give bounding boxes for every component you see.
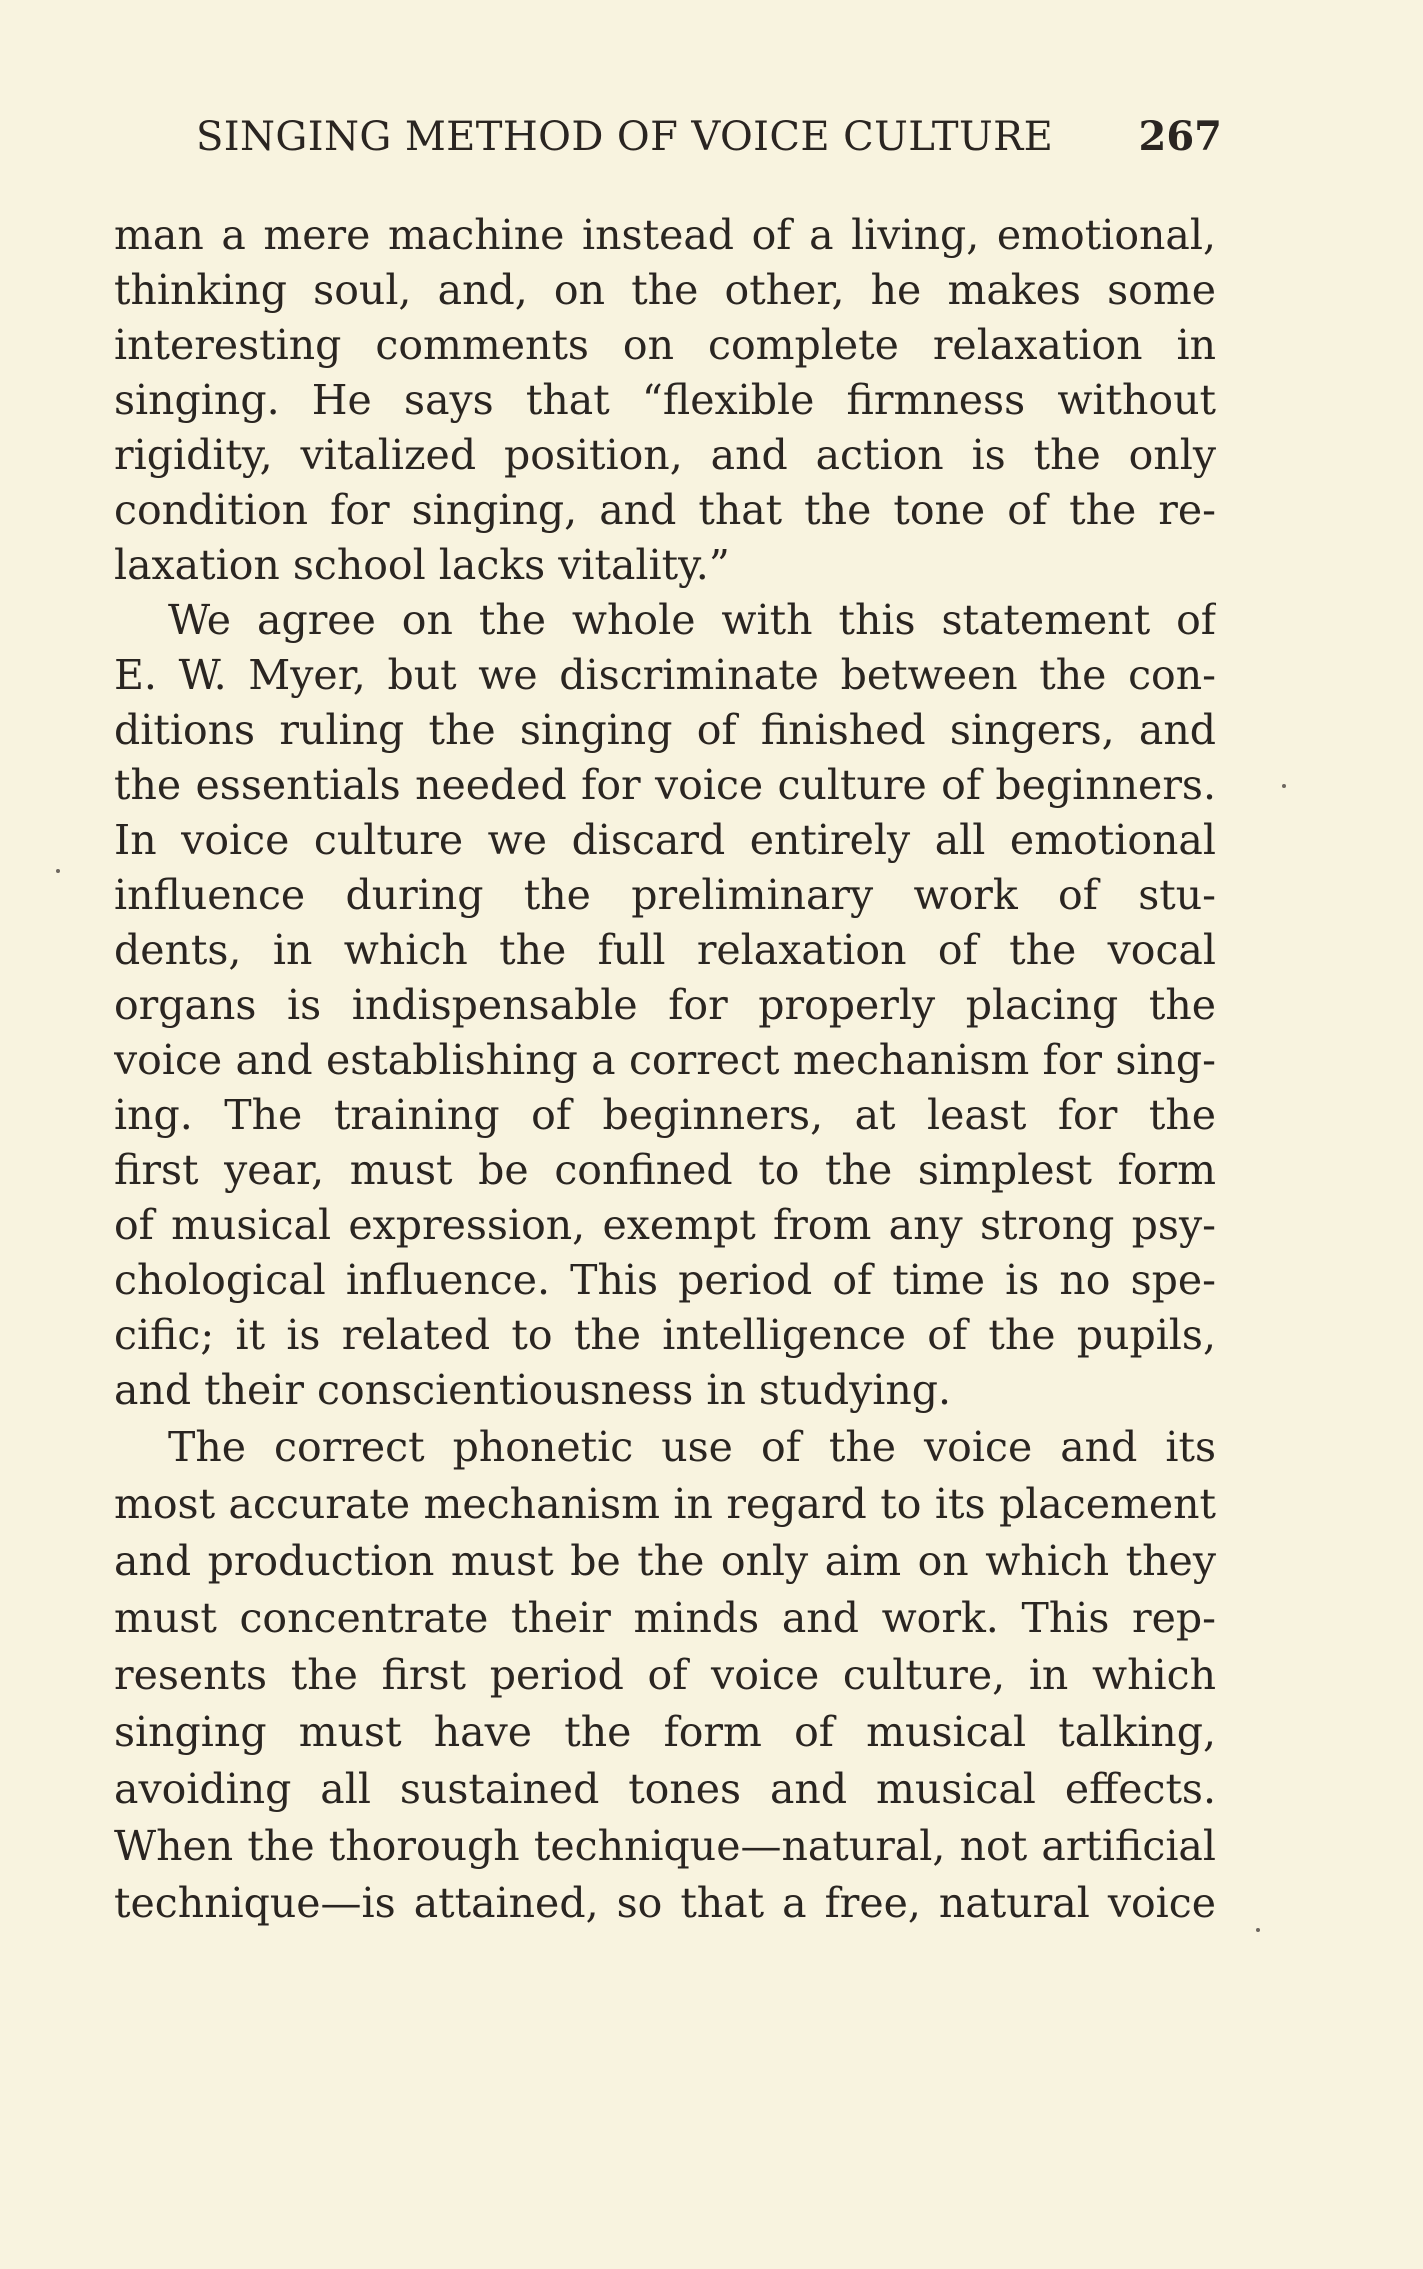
text-line: and their conscientiousness in studying.: [114, 1366, 952, 1414]
text-line: first year, must be confined to the simplest form: [114, 1146, 1216, 1194]
text-line: resents the first period of voice culture, in which: [114, 1651, 1216, 1699]
page-number: 267: [1138, 113, 1222, 160]
text-line: In voice culture we discard entirely all emotional: [114, 816, 1216, 864]
text-line: organs is indispensable for properly placing the: [114, 981, 1216, 1029]
text-line: singing. He says that “flexible firmness without: [114, 376, 1216, 424]
scan-speck: [56, 869, 60, 873]
text-line: must concentrate their minds and work. This rep-: [114, 1594, 1216, 1642]
running-head: [196, 108, 1222, 166]
text-line: thinking soul, and, on the other, he makes some: [114, 266, 1216, 314]
text-line: The correct phonetic use of the voice and its: [168, 1423, 1216, 1471]
text-line: cific; it is related to the intelligence of the pupils,: [114, 1311, 1216, 1359]
text-line: laxation school lacks vitality.”: [114, 541, 730, 589]
text-line: the essentials needed for voice culture of beginners.: [114, 761, 1216, 809]
text-line: voice and establishing a correct mechanism for sing-: [114, 1036, 1216, 1084]
text-line: singing must have the form of musical talking,: [114, 1708, 1216, 1756]
text-line: man a mere machine instead of a living, emotional,: [114, 211, 1216, 259]
text-line: E. W. Myer, but we discriminate between the con-: [114, 651, 1216, 699]
text-line: ing. The training of beginners, at least for the: [114, 1091, 1216, 1139]
body-text: [114, 208, 1216, 1931]
text-line: rigidity, vitalized position, and action is the only: [114, 431, 1216, 479]
text-line: technique—is attained, so that a free, natural voice: [114, 1879, 1216, 1927]
text-line: and production must be the only aim on which they: [114, 1537, 1216, 1585]
text-line: We agree on the whole with this statement of: [168, 596, 1216, 644]
text-line: of musical expression, exempt from any strong psy-: [114, 1201, 1216, 1249]
text-line: avoiding all sustained tones and musical effects.: [114, 1765, 1216, 1813]
running-title: SINGING METHOD OF VOICE CULTURE: [196, 114, 1054, 160]
text-line: When the thorough technique—natural, not artificial: [114, 1822, 1216, 1870]
text-line: condition for singing, and that the tone of the re-: [114, 486, 1216, 534]
text-line: ditions ruling the singing of finished singers, and: [114, 706, 1216, 754]
text-line: chological influence. This period of time is no spe-: [114, 1256, 1216, 1304]
text-line: influence during the preliminary work of stu-: [114, 871, 1216, 919]
text-line: dents, in which the full relaxation of the vocal: [114, 926, 1216, 974]
text-line: most accurate mechanism in regard to its placement: [114, 1480, 1216, 1528]
text-line: interesting comments on complete relaxation in: [114, 321, 1216, 369]
scan-speck: [1282, 784, 1286, 788]
scan-speck: [1256, 1928, 1260, 1932]
